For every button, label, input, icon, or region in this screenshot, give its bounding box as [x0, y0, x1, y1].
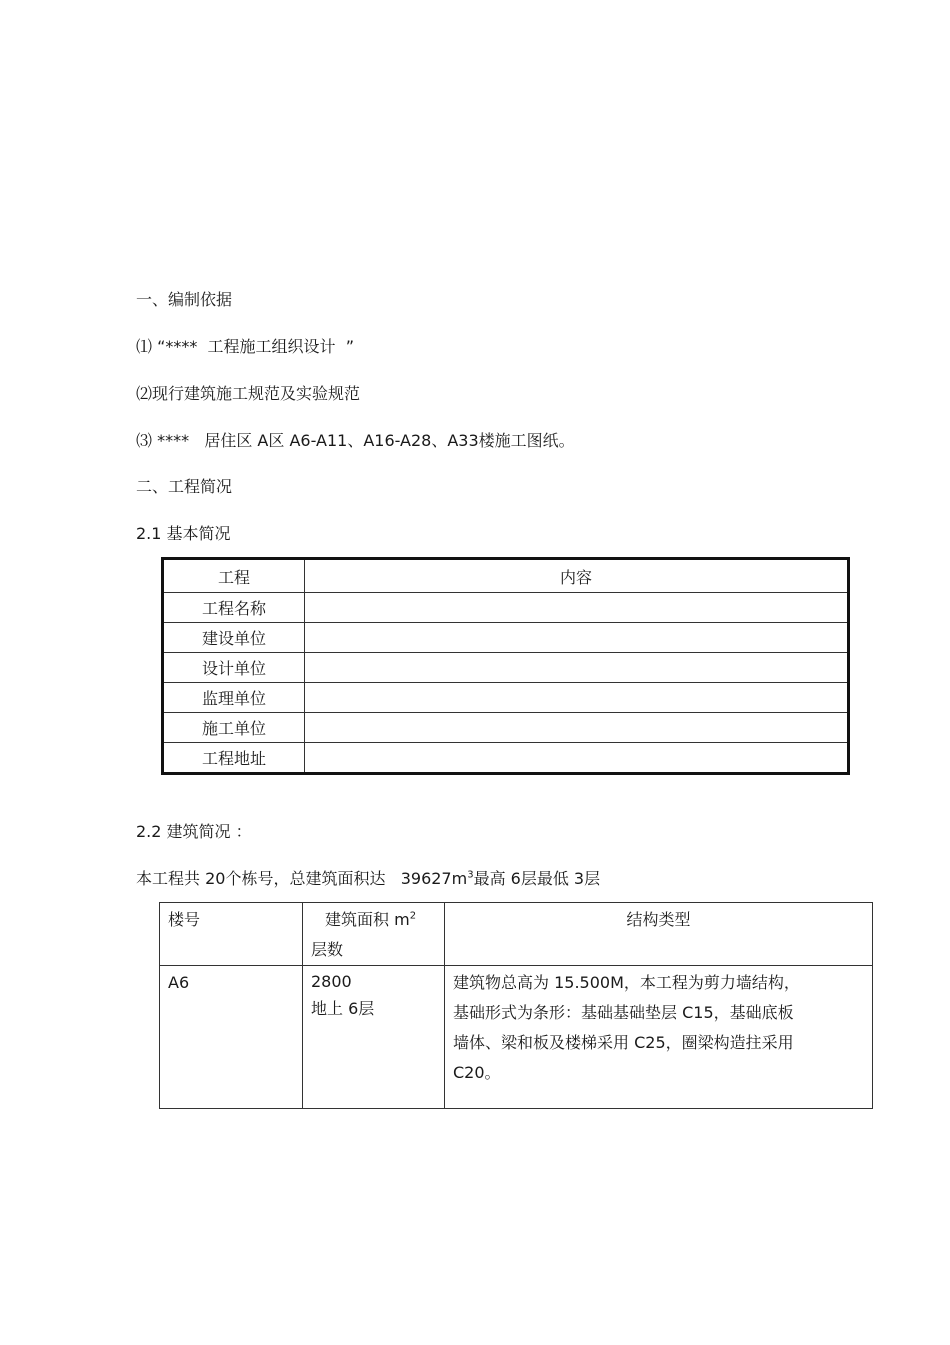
cell-floors: 地上 6层 — [311, 999, 375, 1018]
table-header-project: 工程 — [163, 559, 305, 593]
building-table — [159, 902, 873, 1109]
row-label: 工程地址 — [163, 743, 305, 774]
row-label: 建设单位 — [163, 623, 305, 653]
table-header-row — [163, 559, 849, 593]
row-label: 工程名称 — [163, 593, 305, 623]
row-value — [305, 683, 849, 713]
section-heading-basis: 一、编制依据 — [136, 290, 233, 309]
row-value — [305, 653, 849, 683]
section-heading-overview: 二、工程简况 — [136, 477, 233, 496]
subsection-heading-building: 2.2 建筑简况 ： — [136, 822, 252, 841]
row-label: 监理单位 — [163, 683, 305, 713]
cell-building-no: A6 — [160, 966, 303, 1109]
structure-line-1: 建筑物总高为 15.500M，本工程为剪力墙结构， — [453, 973, 800, 992]
row-label: 设计单位 — [163, 653, 305, 683]
table-row — [163, 713, 849, 743]
row-label: 施工单位 — [163, 713, 305, 743]
subsection-heading-basic: 2.1 基本简况 — [136, 524, 231, 543]
table-header-content: 内容 — [305, 559, 849, 593]
table-row — [163, 683, 849, 713]
structure-line-4: C20。 — [453, 1063, 501, 1082]
table-row — [163, 743, 849, 774]
table-row — [163, 653, 849, 683]
building-summary — [136, 869, 600, 889]
table-row — [160, 966, 873, 1109]
header-building-no: 楼号 — [160, 903, 303, 966]
header-floors-label: 层数 — [311, 940, 344, 959]
basis-item-1: ⑴ “**** 工程施工组织设计 ” — [136, 337, 355, 356]
header-structure-type: 结构类型 — [445, 903, 873, 966]
structure-line-3: 墙体、梁和板及楼梯采用 C25，圈梁构造拄采用 — [453, 1033, 794, 1052]
header-area-floors — [303, 903, 445, 966]
summary-prefix: 本工程共 20个栋号，总建筑面积达 39627m — [136, 869, 468, 888]
table-row — [163, 593, 849, 623]
row-value — [305, 593, 849, 623]
basis-item-2: ⑵现行建筑施工规范及实验规范 — [136, 384, 361, 403]
row-value — [305, 713, 849, 743]
structure-line-2: 基础形式为条形：基础基础垫层 C15，基础底板 — [453, 1003, 794, 1022]
header-area-superscript: 2 — [409, 910, 417, 922]
cell-structure-description — [445, 966, 873, 1109]
header-area-label: 建筑面积 m — [325, 910, 410, 929]
cell-area: 2800 — [311, 972, 352, 991]
cell-area-floors — [303, 966, 445, 1109]
basis-item-3: ⑶ **** 居住区 A区 A6-A11、A16-A28、A33楼施工图纸。 — [136, 431, 575, 450]
basic-info-table — [161, 557, 850, 775]
table-header-row — [160, 903, 873, 966]
summary-superscript: 3 — [467, 869, 474, 881]
row-value — [305, 743, 849, 774]
row-value — [305, 623, 849, 653]
summary-suffix: 最高 6层最低 3层 — [473, 869, 601, 888]
table-row — [163, 623, 849, 653]
